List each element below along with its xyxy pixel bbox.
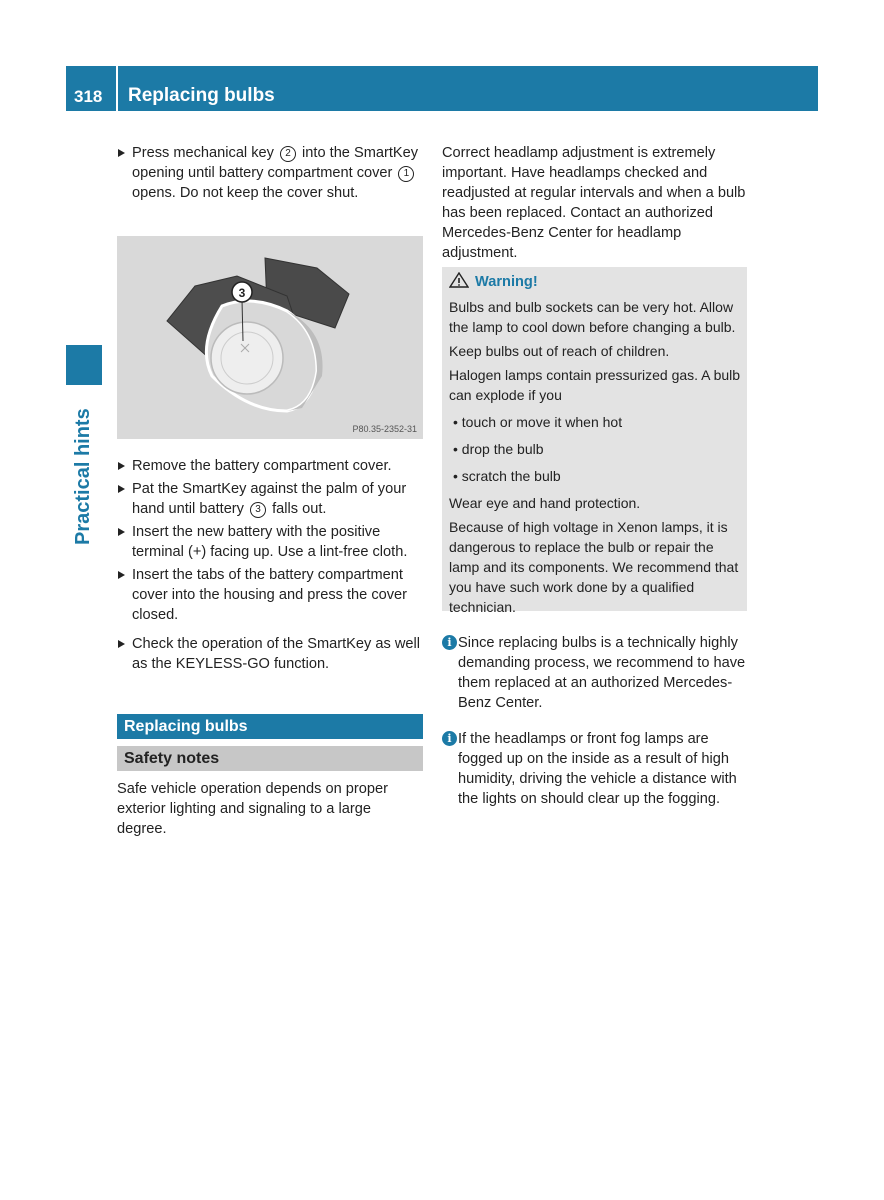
info-text: Since replacing bulbs is a technically highly demanding process, we recommend to have them replaced at an authorized Mercedes-Benz Center. (458, 635, 746, 711)
step-text: opens. Do not keep the cover shut. (132, 185, 359, 201)
step-text: Remove the battery compartment cover. (132, 458, 392, 474)
instruction-step (117, 634, 423, 674)
warning-bullet: • scratch the bulb (453, 468, 561, 484)
instruction-step (117, 522, 423, 562)
warning-paragraph: Keep bulbs out of reach of children. (449, 343, 670, 359)
step-text: Check the operation of the SmartKey as well as the KEYLESS-GO function. (132, 636, 420, 672)
page-number: 318 (74, 87, 103, 106)
section-tab-marker (66, 345, 102, 385)
smartkey-battery-illustration (117, 236, 423, 439)
left-column-top (117, 143, 423, 206)
info-icon: i (442, 731, 457, 746)
step-text: Insert the tabs of the battery compartment cover into the housing and press the cover closed. (132, 567, 408, 623)
safety-notes-text: Safe vehicle operation depends on proper exterior lighting and signaling to a large degree. (117, 781, 388, 837)
warning-paragraph: Halogen lamps contain pressurized gas. A bulb can explode if you (449, 367, 741, 403)
instruction-step (117, 143, 423, 203)
warning-heading (449, 272, 743, 292)
warning-paragraph: Bulbs and bulb sockets can be very hot. Allow the lamp to cool down before changing a bulb. (449, 299, 736, 335)
section-tab-label: Practical hints (72, 408, 94, 545)
page-title: Replacing bulbs (128, 85, 275, 106)
warning-title: Warning! (475, 274, 538, 290)
warning-triangle-icon (449, 272, 469, 288)
header-divider (116, 66, 118, 111)
instruction-step (117, 565, 423, 625)
warning-box (442, 267, 747, 615)
figure-callout: 3 (238, 286, 246, 300)
step-text: into the SmartKey opening until battery compartment cover (132, 145, 419, 181)
step-text: Pat the SmartKey against the palm of your hand until battery (132, 481, 407, 517)
warning-paragraph: Because of high voltage in Xenon lamps, it is dangerous to replace the bulb or repair the lamp and its components. We recommend that you have such work done by a qualified technician. (449, 519, 739, 615)
info-text: If the headlamps or front fog lamps are fogged up on the inside as a result of high humidity, driving the vehicle a distance with the lights on should clear up the fogging. (458, 731, 737, 807)
callout-number: 3 (250, 502, 266, 518)
step-text: Insert the new battery with the positive terminal (+) facing up. Use a lint-free cloth. (132, 524, 408, 560)
info-note (442, 633, 748, 713)
instruction-step (117, 479, 423, 519)
step-text: falls out. (268, 501, 327, 517)
warning-bullet: • touch or move it when hot (453, 414, 623, 430)
smartkey-drawing (117, 236, 423, 439)
headlamp-adjustment-text: Correct headlamp adjustment is extremely important. Have headlamps checked and readjusted at regular intervals and when a bulb has been replaced. Contact an authorized Mercedes-Benz Center for headlamp adjustment. (442, 145, 746, 261)
left-column-steps (117, 456, 423, 677)
figure-reference: P80.35-2352-31 (352, 424, 417, 434)
subsection-heading: Safety notes (117, 746, 423, 771)
section-heading: Replacing bulbs (117, 714, 423, 739)
info-icon: i (442, 635, 457, 650)
callout-number: 1 (398, 166, 414, 182)
callout-number: 2 (280, 146, 296, 162)
warning-bullet: • drop the bulb (453, 441, 544, 457)
step-text: Press mechanical key (132, 145, 278, 161)
info-note (442, 729, 748, 809)
warning-paragraph: Wear eye and hand protection. (449, 495, 641, 511)
instruction-step (117, 456, 423, 476)
